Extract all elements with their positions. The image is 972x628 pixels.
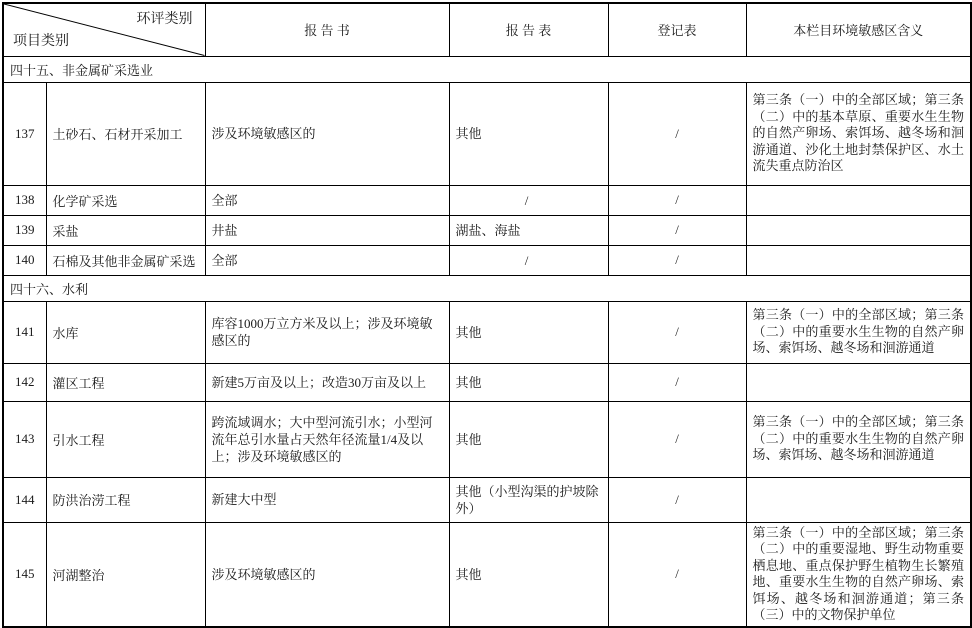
report-form-cell: 其他 [449,301,608,363]
report-form-cell: / [449,185,608,215]
register-form-cell: / [608,82,746,185]
row-no: 143 [3,401,46,477]
eia-category-table [2,2,972,628]
report-book-cell: 全部 [205,245,449,275]
row-no: 137 [3,82,46,185]
report-book-cell: 井盐 [205,215,449,245]
project-category-cell: 化学矿采选 [46,185,205,215]
register-form-cell: / [608,477,746,522]
report-book-cell: 涉及环境敏感区的 [205,82,449,185]
section-title-45: 四十五、非金属矿采选业 [3,56,971,82]
table-row [3,401,971,477]
sensitive-area-cell [746,245,971,275]
table-row [3,82,971,185]
sensitive-area-cell: 第三条（一）中的全部区域；第三条（二）中的重要水生生物的自然产卵场、索饵场、越冬场和洄游通道 [746,401,971,477]
report-form-cell: / [449,245,608,275]
row-no: 138 [3,185,46,215]
table-row [3,215,971,245]
row-no: 139 [3,215,46,245]
project-category-cell: 土砂石、石材开采加工 [46,82,205,185]
register-form-cell: / [608,245,746,275]
section-header-row [3,56,971,82]
register-form-cell: / [608,522,746,627]
sensitive-area-cell [746,363,971,401]
table-row [3,522,971,627]
table-row [3,477,971,522]
report-form-cell: 其他 [449,522,608,627]
register-form-cell: / [608,363,746,401]
sensitive-area-cell [746,215,971,245]
report-book-cell: 库容1000万立方米及以上；涉及环境敏感区的 [205,301,449,363]
sensitive-area-cell: 第三条（一）中的全部区域；第三条（二）中的基本草原、重要水生生物的自然产卵场、索饵场、越冬场和洄游通道、沙化土地封禁保护区、水土流失重点防治区 [746,82,971,185]
header-eia-category-label: 环评类别 [136,12,193,27]
report-form-cell: 其他（小型沟渠的护坡除外） [449,477,608,522]
register-form-cell: / [608,401,746,477]
report-form-cell: 湖盐、海盐 [449,215,608,245]
header-register-form: 登记表 [608,3,746,56]
table-row [3,363,971,401]
report-book-cell: 涉及环境敏感区的 [205,522,449,627]
project-category-cell: 采盐 [46,215,205,245]
report-book-cell: 跨流域调水；大中型河流引水；小型河流年总引水量占天然年径流量1/4及以上；涉及环境敏感区的 [205,401,449,477]
project-category-cell: 石棉及其他非金属矿采选 [46,245,205,275]
header-report-form: 报 告 表 [449,3,608,56]
report-book-cell: 新建5万亩及以上；改造30万亩及以上 [205,363,449,401]
sensitive-area-cell: 第三条（一）中的全部区域；第三条（二）中的重要水生生物的自然产卵场、索饵场、越冬场和洄游通道 [746,301,971,363]
report-form-cell: 其他 [449,401,608,477]
row-no: 141 [3,301,46,363]
header-sensitive-area-meaning: 本栏目环境敏感区含义 [746,3,971,56]
row-no: 145 [3,522,46,627]
register-form-cell: / [608,215,746,245]
register-form-cell: / [608,185,746,215]
table-header-row [3,3,971,56]
table-row [3,301,971,363]
sensitive-area-cell [746,477,971,522]
corner-header-cell [3,3,205,56]
register-form-cell: / [608,301,746,363]
report-form-cell: 其他 [449,363,608,401]
table-row [3,185,971,215]
report-book-cell: 新建大中型 [205,477,449,522]
section-title-46: 四十六、水利 [3,275,971,301]
project-category-cell: 灌区工程 [46,363,205,401]
table-row [3,245,971,275]
project-category-cell: 引水工程 [46,401,205,477]
row-no: 140 [3,245,46,275]
row-no: 142 [3,363,46,401]
row-no: 144 [3,477,46,522]
report-book-cell: 全部 [205,185,449,215]
project-category-cell: 水库 [46,301,205,363]
report-form-cell: 其他 [449,82,608,185]
sensitive-area-cell [746,185,971,215]
header-report-book: 报 告 书 [205,3,449,56]
section-header-row [3,275,971,301]
project-category-cell: 河湖整治 [46,522,205,627]
header-project-category-label: 项目类别 [13,33,69,49]
project-category-cell: 防洪治涝工程 [46,477,205,522]
sensitive-area-cell: 第三条（一）中的全部区域；第三条（二）中的重要湿地、野生动物重要栖息地、重点保护野生植物生长繁殖地、重要水生生物的自然产卵场、索饵场、越冬场和洄游通道；第三条（三）中的文物保护单位 [746,522,971,627]
